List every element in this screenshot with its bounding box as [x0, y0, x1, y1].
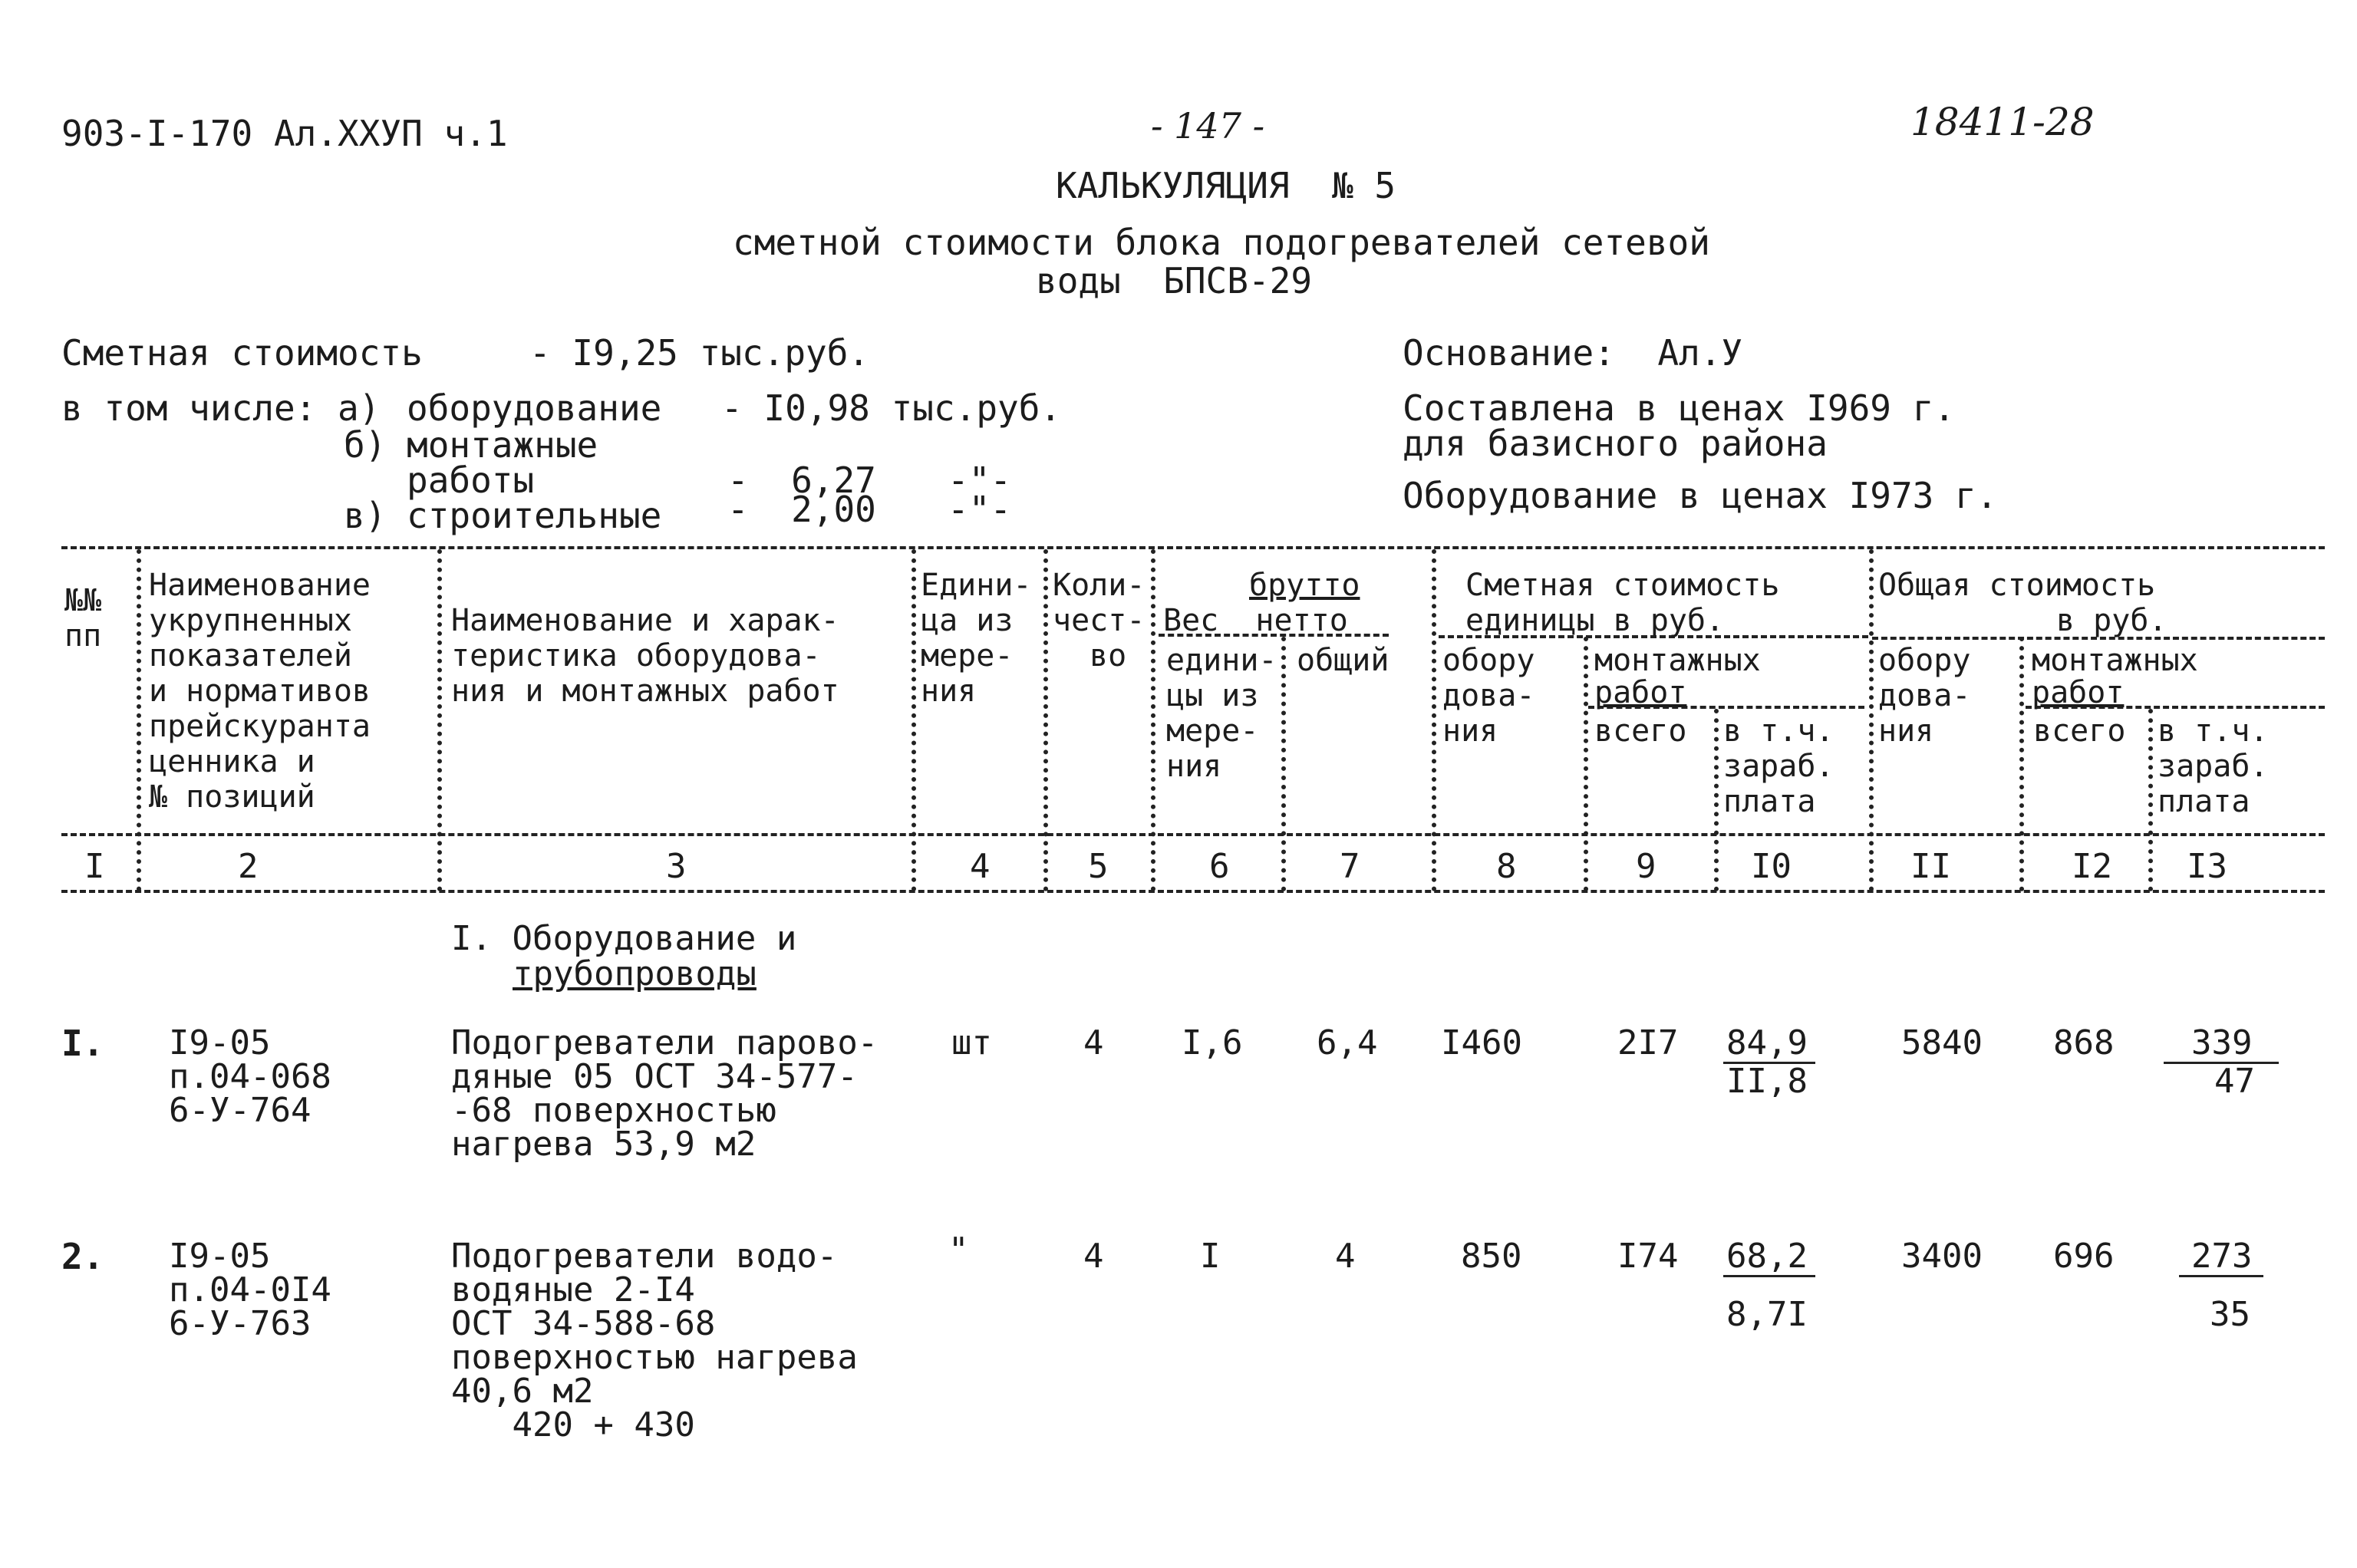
- colnum-5: 5: [1088, 847, 1109, 886]
- header-bottom-rule: [61, 833, 2325, 836]
- col-separator-10: [1869, 549, 1874, 891]
- page-number: - 147 -: [1151, 105, 1265, 147]
- row-code-line3: 6-У-763: [169, 1304, 312, 1343]
- col-separator-1: [137, 549, 141, 891]
- installation-label-2: работы: [407, 460, 535, 501]
- header-col4-line3: мере-: [921, 638, 1014, 674]
- row-weight-unit: I,6: [1182, 1023, 1243, 1062]
- header-col11-line2: дова-: [1878, 678, 1971, 713]
- col-separator-4: [1043, 549, 1048, 891]
- header-col4-line2: ца из: [921, 603, 1014, 638]
- row-total-wage-top: 273: [2191, 1237, 2253, 1276]
- header-total-cost-line2: в руб.: [2056, 603, 2167, 638]
- header-col2-line7: № позиций: [149, 779, 315, 815]
- row-total-equipment: 3400: [1901, 1237, 1983, 1276]
- col-separator-6: [1281, 637, 1286, 891]
- header-col3-line2: теристика оборудова-: [451, 638, 821, 674]
- colnum-9: 9: [1636, 847, 1656, 886]
- row-total-wage-bottom: 35: [2210, 1295, 2250, 1334]
- header-col6-line1: едини-: [1166, 643, 1277, 678]
- header-col6-line2: цы из: [1166, 678, 1259, 713]
- table-top-rule: [61, 546, 2325, 549]
- row-unit-wage-top: 84,9: [1726, 1023, 1808, 1062]
- row-total-mount: 868: [2053, 1023, 2115, 1062]
- row-unit-ditto: ": [948, 1230, 969, 1270]
- colnum-13: I3: [2187, 847, 2227, 886]
- row-desc-line6: 420 + 430: [451, 1405, 695, 1444]
- col-separator-2: [437, 549, 442, 891]
- row-total-mount: 696: [2053, 1237, 2115, 1276]
- section-title-line1: I. Оборудование и: [451, 919, 797, 958]
- row-desc-line4: поверхностью нагрева: [451, 1338, 858, 1377]
- header-col2-line1: Наименование: [149, 568, 371, 603]
- colnum-11: II: [1910, 847, 1951, 886]
- col-separator-11: [2019, 637, 2024, 891]
- header-col10-line1: в т.ч.: [1723, 713, 1835, 749]
- installation-value: - 6,27: [727, 460, 876, 501]
- header-col4-line1: Едини-: [921, 568, 1032, 603]
- col-separator-7: [1432, 549, 1436, 891]
- colnum-7: 7: [1340, 847, 1360, 886]
- header-col10-line2: зараб.: [1723, 749, 1835, 784]
- col-separator-3: [911, 549, 916, 891]
- header-col6-line4: ния: [1166, 749, 1222, 784]
- installation-ditto: -"-: [948, 460, 1012, 501]
- header-col2-line4: и нормативов: [149, 674, 371, 709]
- colnum-1: I: [84, 847, 105, 886]
- row-code-line1: I9-05: [169, 1237, 271, 1276]
- header-total-mount-line1: монтажных: [2032, 643, 2198, 678]
- equipment-value: - I0,98 тыс.руб.: [721, 387, 1062, 429]
- prices-line-2: для базисного района: [1403, 423, 1828, 464]
- title-line-2: воды БПСВ-29: [1036, 260, 1313, 301]
- estimated-cost-value: - I9,25 тыс.руб.: [529, 332, 870, 374]
- header-col11-line3: ния: [1878, 713, 1934, 749]
- header-col12: всего: [2033, 713, 2126, 749]
- colnum-3: 3: [666, 847, 687, 886]
- header-col8-line2: дова-: [1442, 678, 1535, 713]
- row-weight-total: 4: [1335, 1237, 1356, 1276]
- header-col10-line3: плата: [1723, 784, 1816, 819]
- row-desc-line2: водяные 2-I4: [451, 1270, 695, 1309]
- row-unit-mount: I74: [1617, 1237, 1679, 1276]
- document-code: 903-I-170 Ал.XXУП ч.1: [61, 113, 508, 154]
- row-unit-wage-bottom: II,8: [1726, 1062, 1808, 1101]
- row-code-line2: п.04-068: [169, 1057, 331, 1096]
- equipment-label: оборудование: [407, 387, 662, 429]
- row-total-equipment: 5840: [1901, 1023, 1983, 1062]
- row-desc-line3: -68 поверхностью: [451, 1091, 776, 1130]
- header-total-cost-line1: Общая стоимость: [1878, 568, 2156, 603]
- calculation-heading: КАЛЬКУЛЯЦИЯ № 5: [1056, 165, 1396, 206]
- column-number-rule: [61, 890, 2325, 893]
- header-unit-mount-line1: монтажных: [1594, 643, 1761, 678]
- header-col3-line1: Наименование и харак-: [451, 603, 839, 638]
- row-unit-wage-bottom: 8,7I: [1726, 1295, 1808, 1334]
- header-col4-line4: ния: [921, 674, 977, 709]
- row-qty: 4: [1083, 1023, 1104, 1062]
- header-col11-line1: обору: [1878, 643, 1971, 678]
- header-col8-line1: обору: [1442, 643, 1535, 678]
- row-code-line3: 6-У-764: [169, 1091, 312, 1130]
- header-col6-line3: мере-: [1166, 713, 1259, 749]
- row-number: 2.: [61, 1236, 104, 1277]
- including-label: в том числе: а): [61, 387, 381, 429]
- row-number: I.: [61, 1023, 104, 1064]
- row-weight-total: 6,4: [1317, 1023, 1378, 1062]
- estimated-cost-label: Сметная стоимость: [61, 332, 423, 374]
- header-col8-line3: ния: [1442, 713, 1498, 749]
- row-total-wage-bottom: 47: [2214, 1062, 2255, 1101]
- colnum-12: I2: [2072, 847, 2112, 886]
- col-separator-12: [2148, 709, 2153, 891]
- item-b-marker: б): [344, 424, 387, 466]
- colnum-8: 8: [1496, 847, 1517, 886]
- header-unit-cost-line1: Сметная стоимость: [1465, 568, 1780, 603]
- header-col2-line6: ценника и: [149, 744, 315, 779]
- header-col9: всего: [1594, 713, 1687, 749]
- colnum-4: 4: [970, 847, 991, 886]
- row-code-line2: п.04-0I4: [169, 1270, 331, 1309]
- row-unit-equipment: I460: [1441, 1023, 1522, 1062]
- header-col1-line1: №№: [64, 583, 102, 618]
- header-col5-line1: Коли-: [1053, 568, 1146, 603]
- header-col5-line3: во: [1089, 638, 1127, 674]
- row-unit-wage-top: 68,2: [1726, 1237, 1808, 1276]
- header-col2-line2: укрупненных: [149, 603, 352, 638]
- row-code-line1: I9-05: [169, 1023, 271, 1062]
- basis: Основание: Ал.У: [1403, 332, 1743, 374]
- row-unit-mount: 2I7: [1617, 1023, 1679, 1062]
- header-col1-line2: пп: [64, 618, 102, 654]
- construction-ditto: -"-: [948, 489, 1012, 530]
- header-col13-line3: плата: [2158, 784, 2250, 819]
- header-total-mount-line2: работ: [2032, 675, 2125, 710]
- row-weight-unit: I: [1200, 1237, 1221, 1276]
- header-col3-line3: ния и монтажных работ: [451, 674, 839, 709]
- header-col2-line5: прейскуранта: [149, 709, 371, 744]
- row-total-wage-top: 339: [2191, 1023, 2253, 1062]
- row-unit-wage-fraction-bar: [1723, 1275, 1815, 1277]
- construction-label: строительные: [407, 495, 662, 536]
- row-desc-line5: 40,6 м2: [451, 1372, 594, 1411]
- section-title-line2: трубопроводы: [513, 954, 757, 993]
- header-col2-line3: показателей: [149, 638, 352, 674]
- row-desc-line4: нагрева 53,9 м2: [451, 1125, 757, 1164]
- row-desc-line2: дяные 05 ОСТ 34-577-: [451, 1057, 858, 1096]
- construction-value: - 2,00: [727, 489, 876, 530]
- colnum-10: I0: [1751, 847, 1792, 886]
- header-weight-brutto: брутто: [1249, 568, 1360, 603]
- colnum-6: 6: [1209, 847, 1230, 886]
- row-unit: шт: [951, 1023, 992, 1062]
- row-qty: 4: [1083, 1237, 1104, 1276]
- row-total-wage-fraction-bar: [2179, 1275, 2263, 1277]
- header-col13-line1: в т.ч.: [2158, 713, 2269, 749]
- row-desc-line3: ОСТ 34-588-68: [451, 1304, 716, 1343]
- colnum-2: 2: [238, 847, 259, 886]
- item-c-marker: в): [344, 495, 387, 536]
- row-desc-line1: Подогреватели водо-: [451, 1237, 838, 1276]
- header-unit-mount-line2: работ: [1594, 675, 1687, 710]
- installation-label-1: монтажные: [407, 424, 598, 466]
- col-separator-9: [1714, 709, 1719, 891]
- header-col13-line2: зараб.: [2158, 749, 2269, 784]
- col-separator-8: [1584, 637, 1588, 891]
- header-col7: общий: [1297, 643, 1389, 678]
- title-line-1: сметной стоимости блока подогревателей сетевой: [733, 222, 1710, 263]
- prices-line-1: Составлена в ценах I969 г.: [1403, 387, 1956, 429]
- header-col5-line2: чест-: [1053, 603, 1146, 638]
- header-weight-netto: Вес нетто: [1163, 603, 1348, 638]
- header-unit-cost-line2: единицы в руб.: [1465, 603, 1725, 638]
- col-separator-5: [1151, 549, 1155, 891]
- row-desc-line1: Подогреватели парово-: [451, 1023, 879, 1062]
- row-unit-equipment: 850: [1461, 1237, 1522, 1276]
- equipment-prices: Оборудование в ценах I973 г.: [1403, 475, 1998, 516]
- archive-number: 18411-28: [1910, 100, 2095, 144]
